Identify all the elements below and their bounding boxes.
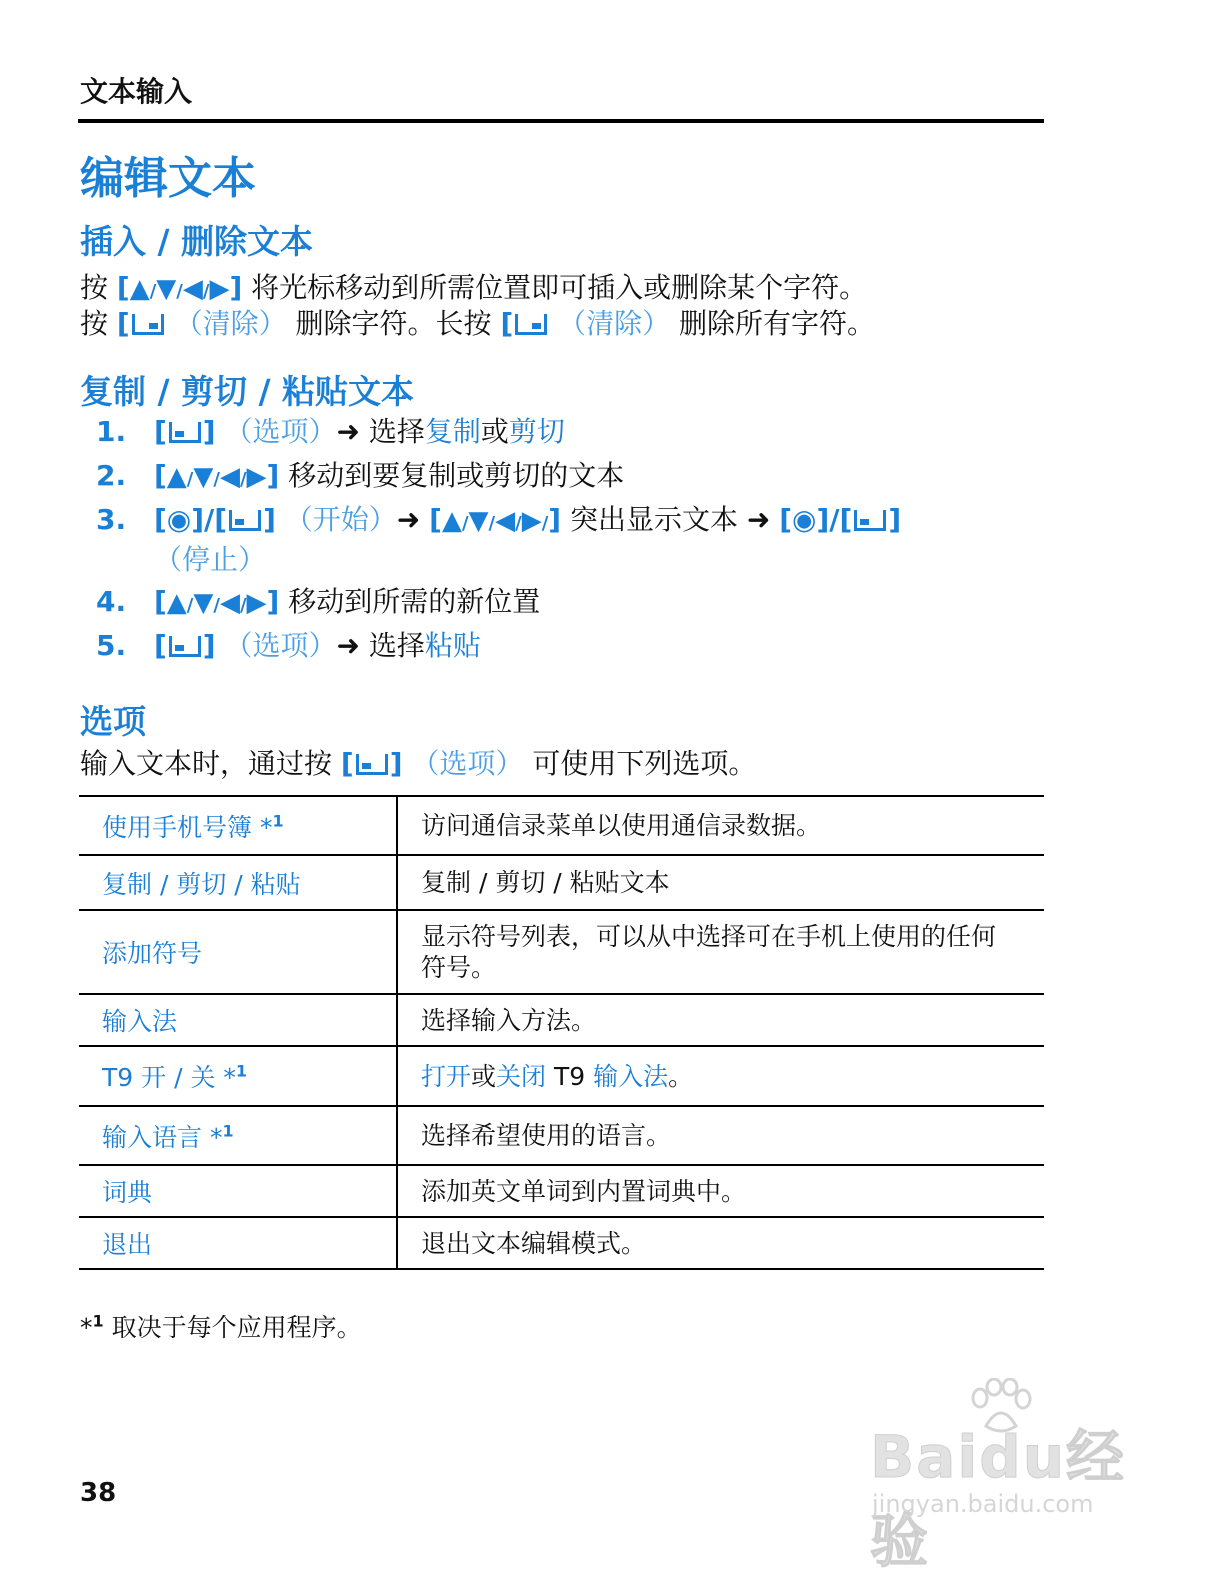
step-item: 3. [◉]/[ ] （开始）➜ [▲/▼/◀/▶/] 突出显示文本 ➜ [◉]/[ ] （停止） xyxy=(96,503,902,576)
option-desc: 显示符号列表，可以从中选择可在手机上使用的任何符号。 xyxy=(421,922,997,982)
left-softkey-icon xyxy=(854,510,886,531)
footnote: *$^1$ 取决于每个应用程序。 xyxy=(80,1311,362,1342)
watermark-url: jingyan.baidu.com xyxy=(872,1490,1094,1518)
right-softkey-icon xyxy=(132,314,164,335)
nav-keys: [▲/▼/◀/▶] xyxy=(154,585,280,618)
left-softkey-icon xyxy=(169,422,201,443)
down-arrow-icon: ▼ xyxy=(468,506,489,536)
option-desc: 选择输入方法。 xyxy=(421,1005,597,1035)
left-softkey-icon xyxy=(169,636,201,657)
table-row xyxy=(79,1106,1044,1165)
option-name: 复制 / 剪切 / 粘贴 xyxy=(79,855,397,910)
left-arrow-icon: ◀ xyxy=(495,506,516,536)
section-heading-options: 选项 xyxy=(80,702,146,741)
up-arrow-icon: ▲ xyxy=(166,462,187,492)
options-key: [ ] xyxy=(154,629,216,662)
left-softkey-icon xyxy=(356,754,388,775)
option-name: T9 开 / 关 *$^1$ xyxy=(79,1046,397,1106)
option-name: 添加符号 xyxy=(79,910,397,994)
option-desc: 打开或关闭 T9 输入法。 xyxy=(421,1061,694,1091)
up-arrow-icon: ▲ xyxy=(129,274,150,304)
step-item: 4. [▲/▼/◀/▶] 移动到所需的新位置 xyxy=(96,585,541,618)
table-row xyxy=(79,910,1044,994)
down-arrow-icon: ▼ xyxy=(156,274,177,304)
option-desc: 访问通信录菜单以使用通信录数据。 xyxy=(421,811,822,840)
watermark xyxy=(870,1378,1160,1575)
page-title: 编辑文本 xyxy=(80,153,256,204)
right-softkey-icon xyxy=(515,314,547,335)
step-item: 1. [ ] （选项）➜ 选择复制或剪切 xyxy=(96,415,565,448)
option-desc: 复制 / 剪切 / 粘贴文本 xyxy=(421,868,670,897)
left-arrow-icon: ◀ xyxy=(219,588,240,618)
insert-line-2: 按 [ （清除） 删除字符。长按 [ （清除） 删除所有字符。 xyxy=(80,307,876,340)
options-table xyxy=(79,795,1044,1270)
center-key: [◉]/[ ] xyxy=(154,503,276,536)
option-name: 词典 xyxy=(79,1165,397,1217)
section-heading-insert-delete: 插入 / 删除文本 xyxy=(80,222,314,261)
up-arrow-icon: ▲ xyxy=(166,588,187,618)
option-name: 使用手机号簿 *$^1$ xyxy=(79,796,397,855)
table-row xyxy=(79,1165,1044,1217)
left-arrow-icon: ◀ xyxy=(182,274,203,304)
step-item: 2. [▲/▼/◀/▶] 移动到要复制或剪切的文本 xyxy=(96,459,625,492)
up-arrow-icon: ▲ xyxy=(441,506,462,536)
clear-key-long: [ xyxy=(500,307,549,340)
table-row xyxy=(79,994,1044,1046)
center-key: [◉]/[ ] xyxy=(779,503,902,536)
option-name: 输入语言 *$^1$ xyxy=(79,1106,397,1165)
option-desc: 退出文本编辑模式。 xyxy=(421,1228,647,1258)
right-arrow-icon: ▶ xyxy=(209,274,230,304)
right-arrow-icon: ▶ xyxy=(246,588,267,618)
clear-label: （清除） xyxy=(558,307,671,340)
down-arrow-icon: ▼ xyxy=(193,588,214,618)
clear-label: （清除） xyxy=(174,307,287,340)
option-name: 输入法 xyxy=(79,994,397,1046)
options-key: [ ] xyxy=(340,747,403,780)
table-row xyxy=(79,1046,1044,1106)
option-desc: 选择希望使用的语言。 xyxy=(421,1121,672,1150)
options-key: [ ] xyxy=(154,415,216,448)
center-key-icon: ◉ xyxy=(792,503,817,536)
options-intro: 输入文本时，通过按 [ ] （选项） 可使用下列选项。 xyxy=(80,747,757,780)
step-item: 5. [ ] （选项）➜ 选择粘贴 xyxy=(96,629,481,662)
clear-key: [ xyxy=(117,307,166,340)
center-key-icon: ◉ xyxy=(166,503,192,536)
watermark-logo: Baidu经验 xyxy=(870,1423,1127,1575)
option-desc: 添加英文单词到内置词典中。 xyxy=(421,1176,747,1206)
table-row xyxy=(79,796,1044,855)
left-softkey-icon xyxy=(229,510,261,531)
nav-keys: [▲/▼/◀/▶] xyxy=(116,271,243,304)
section-heading-copy-cut-paste: 复制 / 剪切 / 粘贴文本 xyxy=(80,372,415,411)
right-arrow-icon: ▶ xyxy=(521,506,542,536)
copy-steps-list xyxy=(96,414,1056,672)
page-number: 38 xyxy=(80,1478,117,1508)
left-arrow-icon: ◀ xyxy=(219,462,240,492)
down-arrow-icon: ▼ xyxy=(193,462,214,492)
table-row xyxy=(79,855,1044,910)
insert-line-1: 按 [▲/▼/◀/▶] 将光标移动到所需位置即可插入或删除某个字符。 xyxy=(80,271,868,304)
table-row xyxy=(79,1217,1044,1269)
nav-keys: [▲/▼/◀/▶/] xyxy=(429,503,562,536)
header-rule xyxy=(78,119,1044,123)
nav-keys: [▲/▼/◀/▶] xyxy=(154,459,280,492)
option-name: 退出 xyxy=(79,1217,397,1269)
right-arrow-icon: ▶ xyxy=(246,462,267,492)
running-header: 文本输入 xyxy=(80,75,193,108)
